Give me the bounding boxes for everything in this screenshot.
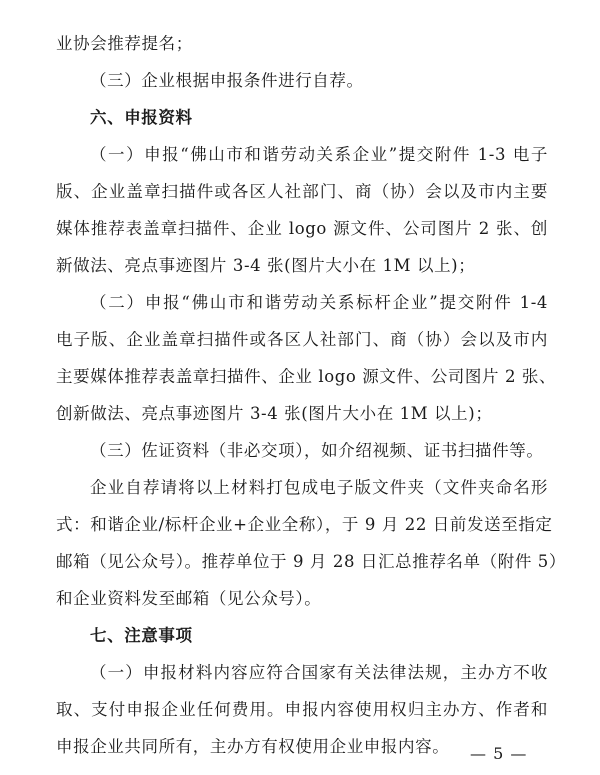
body-line: 创新做法、亮点事迹图片 3-4 张(图片大小在 1M 以上)；	[56, 404, 493, 423]
section-heading: 六、申报资料	[90, 108, 193, 127]
body-line: 取、支付申报企业任何费用。申报内容使用权归主办方、作者和	[56, 700, 548, 719]
body-line: 版、企业盖章扫描件或各区人社部门、商（协）会以及市内主要	[56, 182, 548, 201]
body-line: （一）申报“佛山市和谐劳动关系企业”提交附件 1-3 电子	[90, 145, 548, 164]
body-line: （三）企业根据申报条件进行自荐。	[90, 71, 364, 90]
body-line: （二）申报“佛山市和谐劳动关系标杆企业”提交附件 1-4	[90, 293, 548, 312]
body-line: 业协会推荐提名；	[56, 34, 193, 53]
body-line: 新做法、亮点事迹图片 3-4 张(图片大小在 1M 以上)；	[56, 256, 476, 275]
body-line: （三）佐证资料（非必交项），如介绍视频、证书扫描件等。	[90, 441, 544, 460]
body-line: 媒体推荐表盖章扫描件、企业 logo 源文件、公司图片 2 张、创	[56, 219, 548, 238]
body-line: 式：和谐企业/标杆企业+企业全称），于 9 月 22 日前发送至指定	[56, 515, 553, 534]
body-line: 和企业资料发至邮箱（见公众号）。	[56, 589, 322, 608]
body-line: 企业自荐请将以上材料打包成电子版文件夹（文件夹命名形	[90, 478, 548, 497]
body-line: 邮箱（见公众号）。推荐单位于 9 月 28 日汇总推荐名单（附件 5）	[56, 552, 566, 571]
body-line: 电子版、企业盖章扫描件或各区人社部门、商（协）会以及市内	[56, 330, 548, 349]
section-heading: 七、注意事项	[90, 626, 193, 645]
body-line: （一）申报材料内容应符合国家有关法律法规，主办方不收	[90, 663, 548, 682]
page-number: — 5 —	[470, 744, 528, 763]
body-line: 主要媒体推荐表盖章扫描件、企业 logo 源文件、公司图片 2 张、	[56, 367, 557, 386]
body-line: 申报企业共同所有，主办方有权使用企业申报内容。	[56, 737, 450, 756]
